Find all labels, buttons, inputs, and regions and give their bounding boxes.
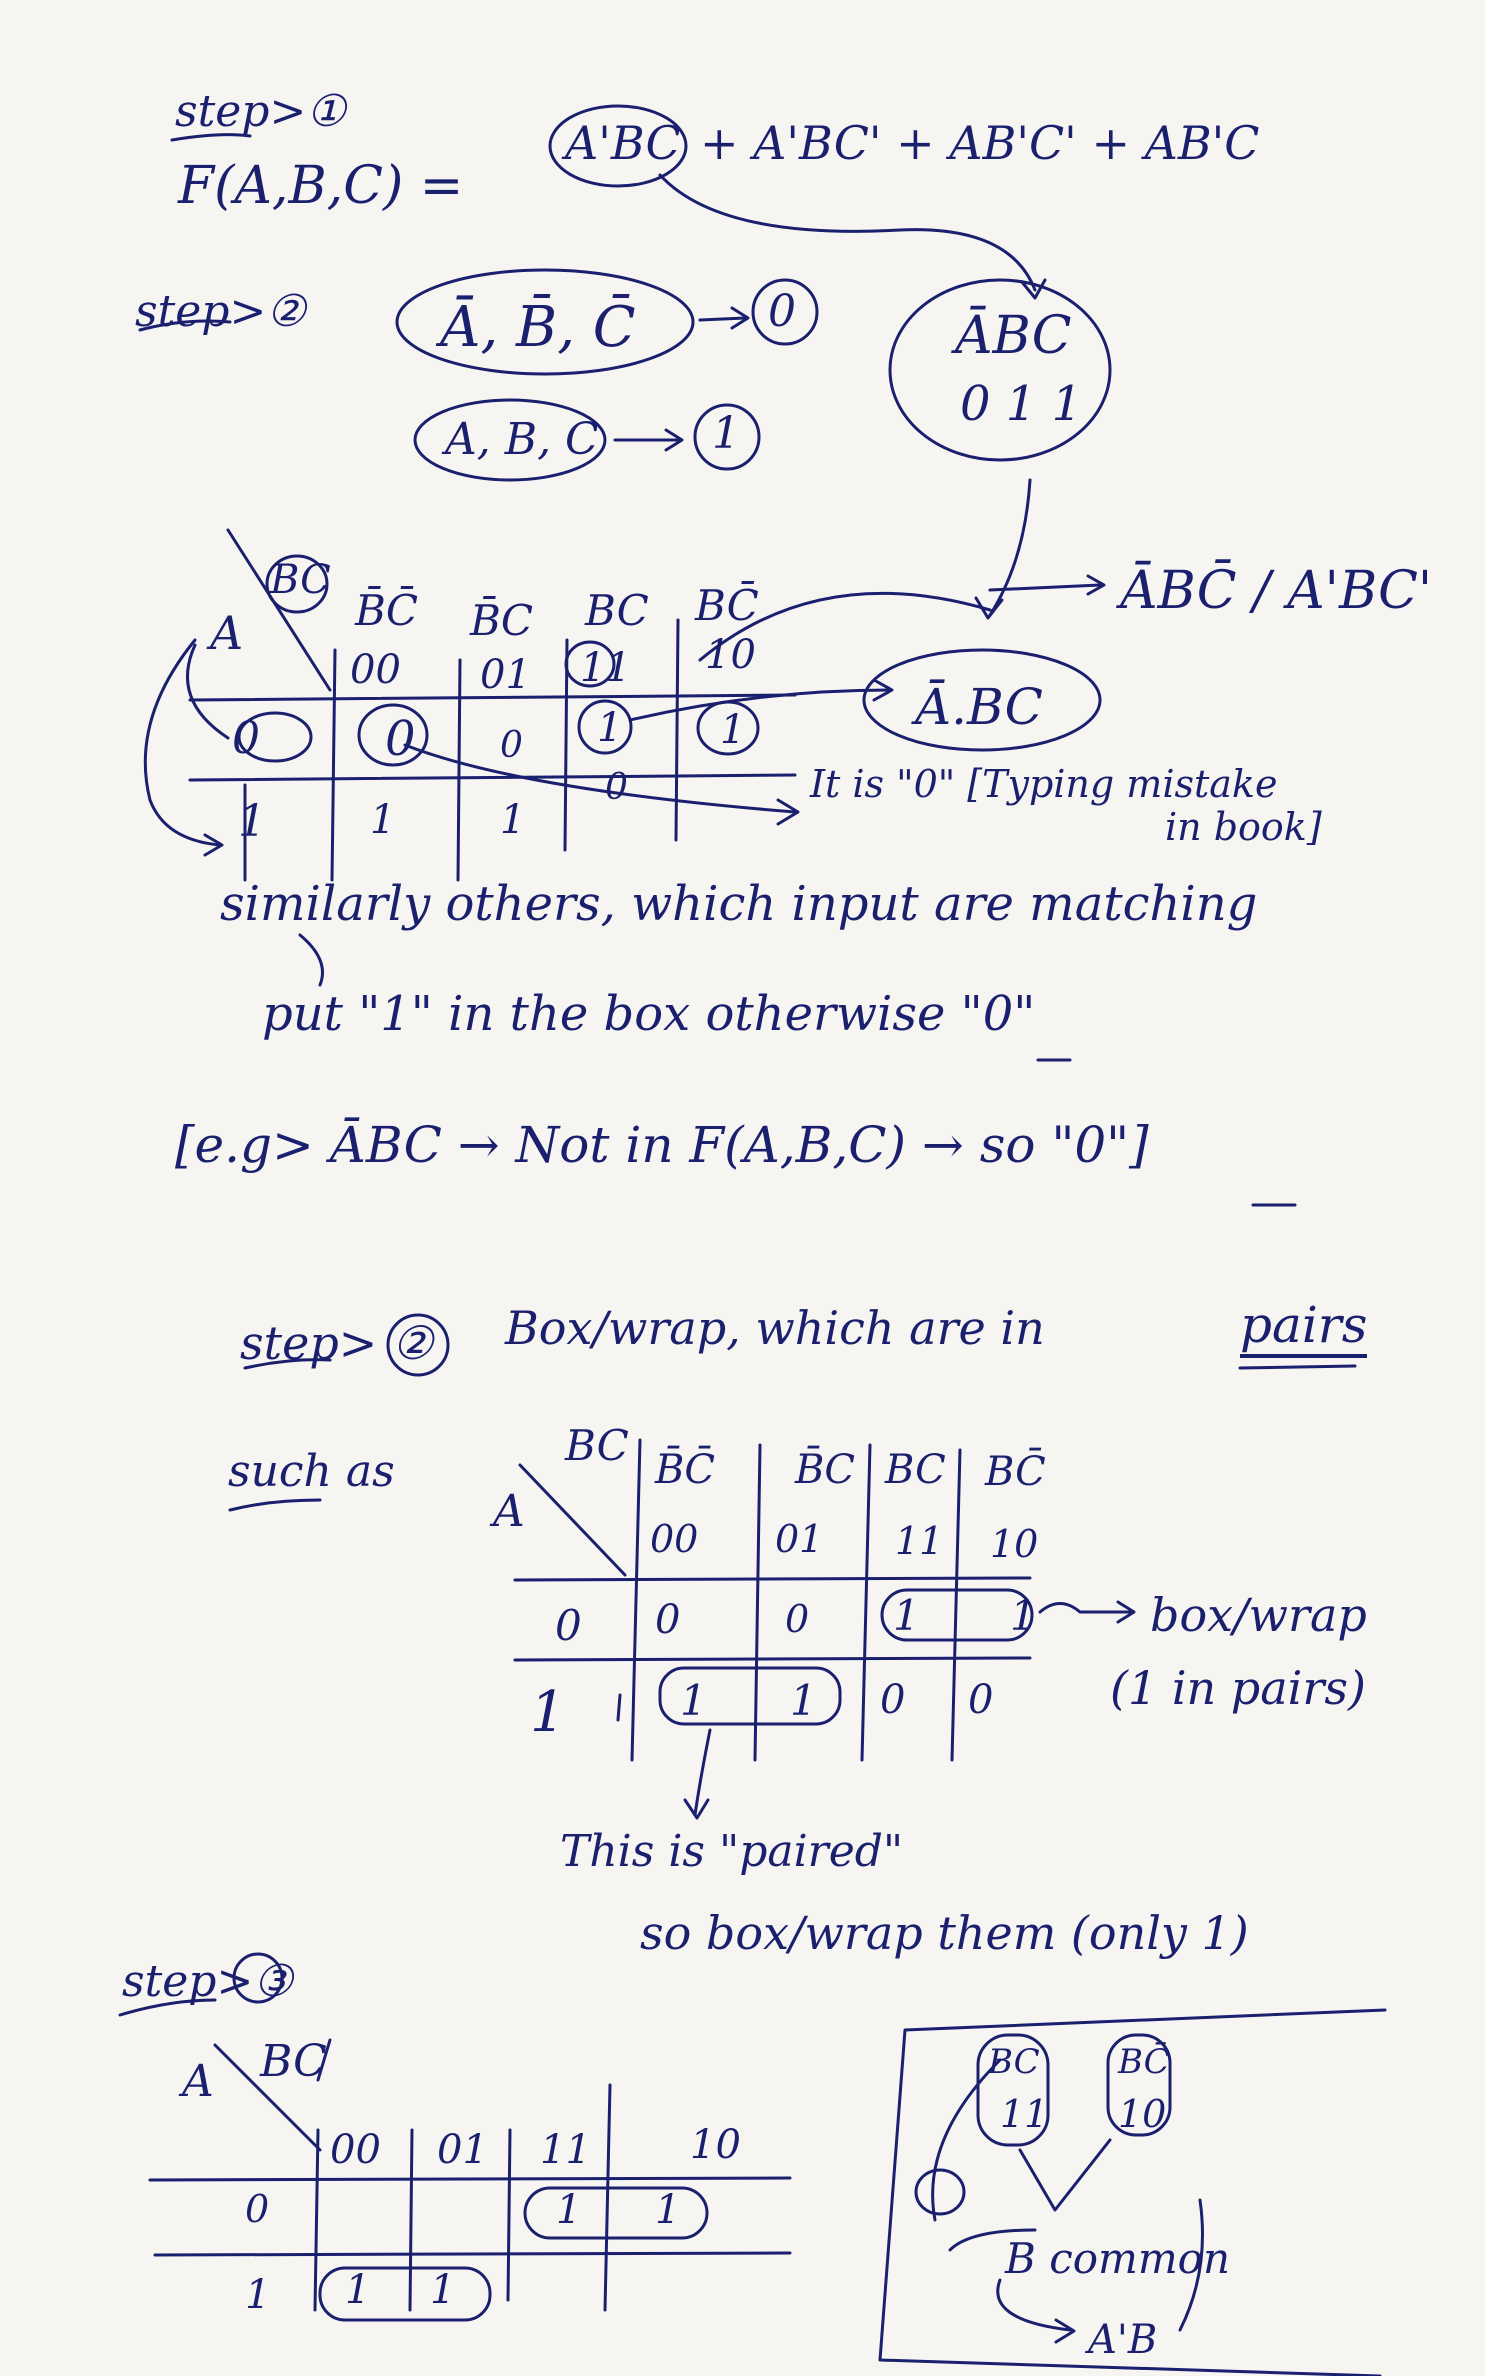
- stepbox-circle: [388, 1315, 448, 1375]
- kmap2-prefix: such as: [228, 1446, 395, 1497]
- kmap2-right2: (1 in pairs): [1110, 1661, 1366, 1715]
- step3-cell: 1: [556, 2187, 582, 2233]
- step3-box-common: B common: [1005, 2234, 1231, 2283]
- step3-scribble: [916, 2170, 964, 2214]
- kmap1-col-label: BC: [585, 586, 649, 635]
- step3-box-bc1: BC: [988, 2042, 1040, 2082]
- kmap1-oval-a0: [239, 713, 311, 761]
- kmap1-bc-circle: [267, 556, 327, 612]
- kmap1-arrow-label: ĀBC̄ / A'BC': [1120, 561, 1433, 621]
- kmap2-col-label: BC̄: [985, 1449, 1046, 1495]
- kmap1-circle-code11: [566, 642, 614, 686]
- step2-oval1: [397, 270, 693, 374]
- kmap2-col-code: 01: [775, 1517, 824, 1561]
- kmap2-cell: 1: [680, 1676, 707, 1725]
- kmap1-left-arrow: [145, 640, 220, 845]
- similarly-line3: [e.g> ĀBC → Not in F(A,B,C) → so "0"]: [175, 1116, 1149, 1174]
- step2-bigoval: [890, 280, 1110, 460]
- step3-box-bc2: BC̄: [1118, 2042, 1170, 2082]
- kmap2-note2: so box/wrap them (only 1): [640, 1906, 1249, 1960]
- kmap2-cell: 1: [1010, 1591, 1037, 1640]
- kmap1-col-label: B̄C: [470, 596, 533, 645]
- step1-lhs: F(A,B,C) =: [178, 156, 464, 216]
- step1-label: step>①: [175, 86, 346, 137]
- step2-to0: 0: [768, 286, 796, 337]
- step3-box-bc1-code: 11: [1000, 2092, 1049, 2136]
- step2-arrow-down: [990, 480, 1030, 615]
- kmap1-note: It is "0" [Typing mistake: [810, 762, 1278, 806]
- step1-arrow: [660, 175, 1035, 290]
- step1-rest: + A'BC' + AB'C' + AB'C: [700, 116, 1260, 170]
- kmap1-col-code: 10: [705, 632, 756, 678]
- step3-corner-top: BC: [260, 2036, 327, 2087]
- kmap2-cell: 0: [880, 1677, 906, 1723]
- stepbox-label: step> ②: [240, 1316, 434, 1370]
- step3-oval-bc1: [978, 2035, 1048, 2145]
- step1-underline: [172, 135, 250, 140]
- step3-col-code: 00: [330, 2127, 381, 2173]
- kmap1-cell: 1: [720, 707, 746, 753]
- step2-bigoval-bottom: 0 1 1: [960, 376, 1083, 432]
- kmap1-cell: 1: [370, 797, 396, 843]
- kmap2-row-label: 0: [555, 1601, 582, 1650]
- kmap1-col-label: B̄C̄: [355, 586, 418, 635]
- kmap1-circle-00: [359, 705, 427, 765]
- step1-term-oval: [550, 106, 686, 186]
- kmap2-cell: 1: [893, 1591, 920, 1640]
- kmap2-col-code: 00: [650, 1517, 699, 1561]
- kmap2-corner-top: BC: [565, 1421, 629, 1470]
- stepbox-pairs: pairs: [1240, 1300, 1367, 1358]
- step3-label: step>③: [122, 1956, 293, 2007]
- kmap2-cell: 0: [655, 1597, 681, 1643]
- kmap1-col-label: BC̄: [695, 581, 759, 630]
- step2-circle0: [753, 280, 817, 344]
- kmap1-row-label: 1: [238, 796, 266, 847]
- kmap2-right1: box/wrap: [1150, 1588, 1367, 1642]
- step2-oval1-text: Ā, B̄, C̄: [440, 295, 636, 360]
- step2-bigoval-top: ĀBC: [955, 306, 1072, 366]
- step3-row-label: 1: [245, 2272, 271, 2318]
- kmap1-corner-top: BC: [270, 557, 331, 603]
- step2-underline: [140, 321, 230, 330]
- kmap1-note2: in book]: [1165, 805, 1322, 849]
- kmap1-col-code: 11: [580, 645, 631, 691]
- kmap1-circle-11: [579, 701, 631, 753]
- kmap1-diagonal: [228, 530, 330, 690]
- step3-row-label: 0: [245, 2187, 270, 2231]
- kmap2-col-label: BC: [885, 1447, 946, 1493]
- kmap2-cell: 0: [968, 1677, 994, 1723]
- kmap1-cell: 0: [500, 725, 523, 766]
- step2-oval2: [415, 400, 605, 480]
- step3-diagonal: [215, 2045, 320, 2150]
- kmap1-col-code: 01: [480, 652, 531, 698]
- step3-oval-bc2: [1108, 2035, 1170, 2135]
- kmap2-col-label: B̄C̄: [655, 1447, 715, 1493]
- step2-oval2-text: A, B, C: [445, 414, 599, 465]
- kmap1-col-code: 00: [350, 647, 401, 693]
- step3-corner-left: A: [182, 2056, 214, 2107]
- kmap2-col-label: B̄C: [795, 1447, 855, 1493]
- step2-circle1: [695, 405, 759, 469]
- kmap1-oval-right-shape: [864, 650, 1100, 750]
- step3-box-result: A'B: [1088, 2317, 1158, 2363]
- step3-col-code: 01: [437, 2127, 488, 2173]
- kmap1-circle-10: [698, 702, 758, 754]
- kmap2-row-label: 1: [530, 1680, 566, 1745]
- kmap2-col-code: 11: [895, 1519, 944, 1563]
- kmap2-col-code: 10: [990, 1522, 1039, 1566]
- kmap1-cell: 0: [385, 711, 416, 767]
- step3-pair-row0: [525, 2188, 707, 2238]
- step1-term1: A'BC: [565, 116, 681, 170]
- kmap2-cell: 0: [785, 1597, 810, 1641]
- step3-cell: 1: [345, 2267, 371, 2313]
- step3-cell: 1: [655, 2187, 681, 2233]
- step3-circle: [234, 1954, 282, 2002]
- stepbox-text: Box/wrap, which are in: [505, 1301, 1045, 1355]
- step3-cell: 1: [430, 2267, 456, 2313]
- step3-box: [880, 2010, 1385, 2376]
- step3-pair-row1: [320, 2268, 490, 2320]
- kmap2-diagonal: [520, 1465, 625, 1575]
- step2-label: step>②: [135, 286, 306, 337]
- kmap1-cell: 1: [597, 705, 623, 751]
- kmap1-cell-mistake: 0: [605, 767, 628, 808]
- kmap1-corner-left: A: [210, 606, 244, 660]
- kmap1-cell: 1: [500, 797, 526, 843]
- similarly-line1: similarly others, which input are matching: [220, 876, 1258, 932]
- kmap2-cell: 1: [790, 1676, 817, 1725]
- step3-col-code: 10: [690, 2122, 741, 2168]
- similarly-line2: put "1" in the box otherwise "0": [262, 986, 1036, 1042]
- kmap2-corner-left: A: [493, 1486, 525, 1537]
- step3-col-code: 11: [540, 2127, 591, 2173]
- kmap1-row-label: 0: [232, 713, 260, 764]
- kmap2-pair-row1: [660, 1668, 840, 1724]
- step3-box-bc2-code: 10: [1118, 2092, 1167, 2136]
- kmap2-note1: This is "paired": [560, 1826, 904, 1877]
- step2-to1: 1: [712, 408, 740, 459]
- kmap1-oval-right: Ā.BC: [915, 678, 1043, 736]
